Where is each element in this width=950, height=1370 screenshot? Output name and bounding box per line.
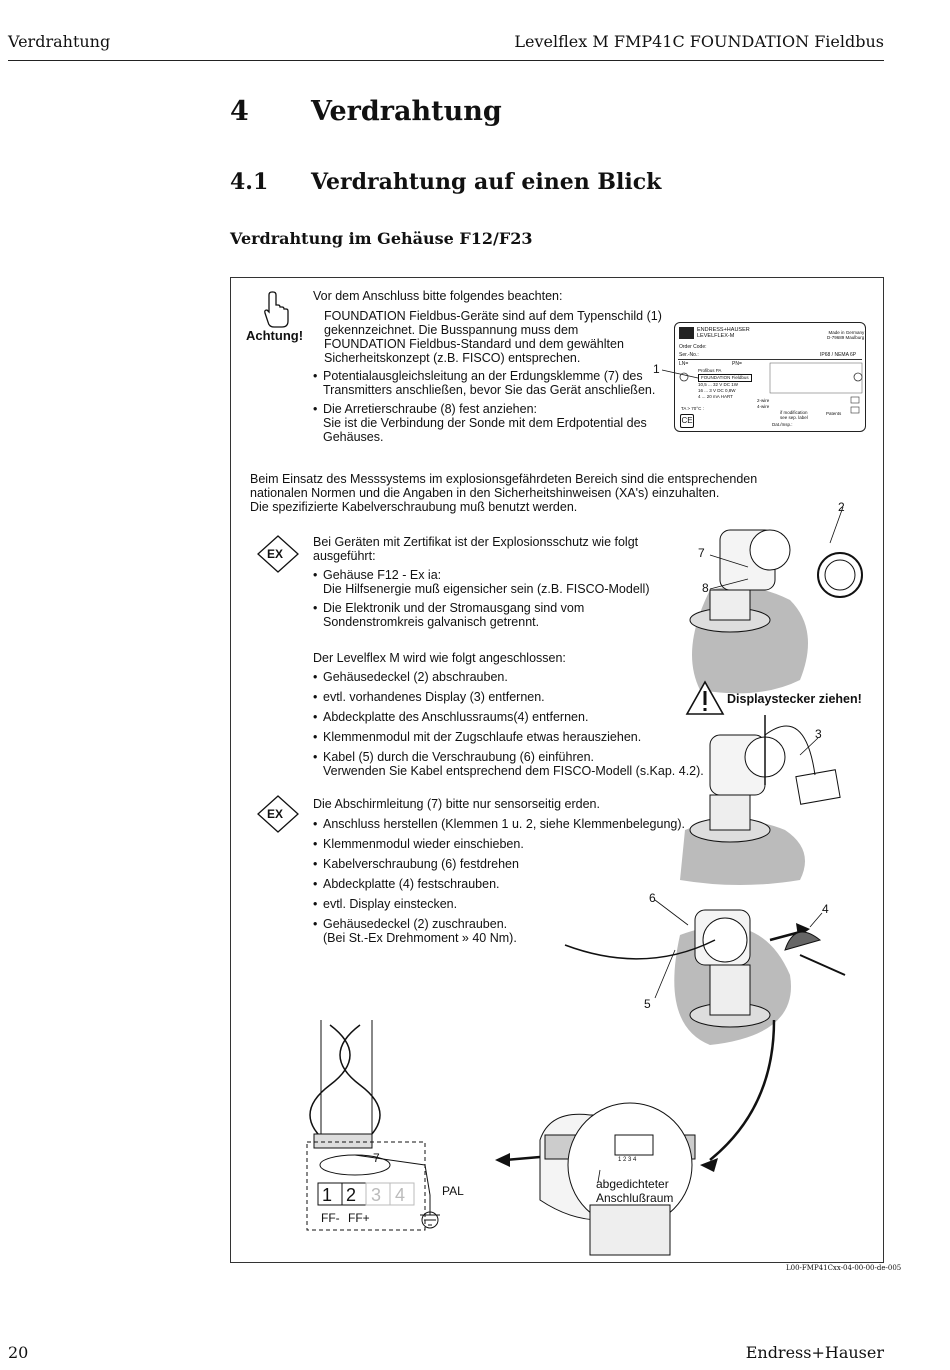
bullet-lockscrew: • Die Arretierschraube (8) fest anziehen: Sie ist die Verbindung der Sonde mit dem Erdpotential des Gehäuses. bbox=[313, 402, 647, 444]
terminal-shield-7: 7 bbox=[373, 1151, 380, 1165]
nameplate-details-icon bbox=[675, 323, 867, 433]
step-display-on: • evtl. Display einstecken. bbox=[313, 897, 457, 911]
step-gland-tighten: • Kabelverschraubung (6) festdrehen bbox=[313, 857, 519, 871]
nameplate-rows: Profibus PA FOUNDATION Fieldbus 10,5 ... 32 V DC 1W 16 ... 3 V DC 0,8W 4 ... 20 mA HART bbox=[698, 368, 752, 400]
footer-brand: Endress+Hauser bbox=[745, 1343, 884, 1362]
callout-2: 2 bbox=[838, 500, 845, 514]
nameplate-origin: Made in Germany D-79689 Maulburg bbox=[827, 330, 865, 340]
running-header-right: Levelflex M FMP41C FOUNDATION Fieldbus bbox=[514, 32, 884, 51]
nameplate-ta: TA > 70°C : bbox=[681, 406, 704, 411]
device-illustrations bbox=[560, 495, 880, 1075]
warning-triangle-icon bbox=[685, 680, 725, 716]
ex-bullet-housing: • Gehäuse F12 - Ex ia: Die Hilfsenergie muß eigensicher sein (z.B. FISCO-Modell) bbox=[313, 568, 650, 596]
chapter-title: Verdrahtung bbox=[311, 96, 502, 127]
terminal-wiring-diagram bbox=[300, 1020, 780, 1260]
step-plate-off: • Abdeckplatte des Anschlussraums(4) entfernen. bbox=[313, 710, 588, 724]
subsection-title: Verdrahtung im Gehäuse F12/F23 bbox=[230, 229, 533, 248]
foundation-note: FOUNDATION Fieldbus-Geräte sind auf dem Typenschild (1) gekennzeichnet. Die Busspannung muss dem FOUNDATION Fieldbus-Standard und dem gewählten Sicherheitskonzept (z.B. FISCO) entsprechen. bbox=[324, 309, 662, 365]
nameplate-mod: if modification see sep. label bbox=[780, 410, 808, 420]
nameplate-serial: Ser.-No.: bbox=[679, 352, 699, 358]
terminal-pal: PAL bbox=[442, 1184, 464, 1198]
section-number: 4.1 bbox=[230, 169, 269, 195]
bullet-ground: • Potentialausgleichsleitung an der Erdungsklemme (7) des Transmitters anschließen, bevor Sie das Gerät anschließen. bbox=[313, 369, 655, 397]
callout-1: 1 bbox=[653, 362, 660, 376]
section-title: Verdrahtung auf einen Blick bbox=[311, 169, 662, 195]
step-connect: • Anschluss herstellen (Klemmen 1 u. 2, siehe Klemmenbelegung). bbox=[313, 817, 685, 831]
nameplate-ip: IP68 / NEMA 6P bbox=[820, 352, 857, 358]
chapter-number: 4 bbox=[230, 96, 249, 127]
running-header-left: Verdrahtung bbox=[8, 32, 111, 51]
step-plate-on: • Abdeckplatte (4) festschrauben. bbox=[313, 877, 500, 891]
figure-code: L00-FMP41Cxx-04-00-00-de-005 bbox=[786, 1264, 902, 1272]
caution-intro: Vor dem Anschluss bitte folgendes beachten: bbox=[313, 289, 563, 303]
shield-text: Die Abschirmleitung (7) bitte nur sensorseitig erden. bbox=[313, 797, 600, 811]
step-cable-in: • Kabel (5) durch die Verschraubung (6) einführen. Verwenden Sie Kabel entsprechend dem FISCO-Modell (s.Kap. 4.2). bbox=[313, 750, 704, 778]
ex-bullet-electronics: • Die Elektronik und der Stromausgang sind vom Sondenstromkreis galvanisch getrennt. bbox=[313, 601, 584, 629]
nameplate-order: Order Code: bbox=[679, 344, 707, 350]
callout-7: 7 bbox=[698, 546, 705, 560]
step-cover-off: • Gehäusedeckel (2) abschrauben. bbox=[313, 670, 508, 684]
terminal-ff-minus: FF- bbox=[321, 1211, 340, 1225]
nameplate-patents: Patents bbox=[826, 411, 842, 416]
nameplate-wires: 2-wire 4-wire bbox=[757, 398, 770, 409]
nameplate-date: Dat./Insp.: bbox=[772, 422, 793, 427]
nameplate-ln: LN= bbox=[679, 361, 689, 367]
callout-5: 5 bbox=[644, 997, 651, 1011]
terminal-3: 3 bbox=[371, 1185, 382, 1205]
terminal-small-numbers: 1 2 3 4 bbox=[618, 1157, 637, 1163]
step-module-in: • Klemmenmodul wieder einschieben. bbox=[313, 837, 524, 851]
terminal-4: 4 bbox=[395, 1185, 406, 1205]
terminal-ff-plus: FF+ bbox=[348, 1211, 370, 1225]
sealed-compartment-label: abgedichteter Anschlußraum bbox=[596, 1177, 674, 1205]
terminal-1: 1 bbox=[322, 1185, 333, 1205]
ex-label-1: EX bbox=[267, 547, 284, 561]
step-cover-on: • Gehäusedeckel (2) zuschrauben. (Bei St.-Ex Drehmoment » 40 Nm). bbox=[313, 917, 517, 945]
connect-intro: Der Levelflex M wird wie folgt angeschlossen: bbox=[313, 651, 566, 665]
ex-label-2: EX bbox=[267, 807, 284, 821]
caution-label: Achtung! bbox=[246, 328, 304, 343]
nameplate-pn: PN= bbox=[732, 361, 742, 367]
callout-6: 6 bbox=[649, 891, 656, 905]
nameplate-brand: ENDRESS+HAUSER LEVELFLEX-M bbox=[697, 327, 750, 339]
callout-4: 4 bbox=[822, 902, 829, 916]
display-warning: Displaystecker ziehen! bbox=[727, 692, 862, 706]
step-display-off: • evtl. vorhandenes Display (3) entfernen. bbox=[313, 690, 545, 704]
hand-caution-icon bbox=[262, 290, 292, 330]
callout-8: 8 bbox=[702, 581, 709, 595]
step-module-out: • Klemmenmodul mit der Zugschlaufe etwas herausziehen. bbox=[313, 730, 641, 744]
ce-mark-icon: CE bbox=[680, 414, 694, 428]
ex-general-text: Beim Einsatz des Messsystems im explosionsgefährdeten Bereich sind die entsprechenden nationalen Normen und die Angaben in den Sicherheitshinweisen (XA's) einzuhalten. Die spezifizierte Kabelverschraubung muß benutzt werden. bbox=[250, 472, 758, 514]
header-rule bbox=[8, 60, 884, 61]
terminal-2: 2 bbox=[346, 1185, 357, 1205]
ex-intro: Bei Geräten mit Zertifikat ist der Explosionsschutz wie folgt ausgeführt: bbox=[313, 535, 639, 563]
callout-3: 3 bbox=[815, 727, 822, 741]
page-number: 20 bbox=[8, 1343, 29, 1362]
